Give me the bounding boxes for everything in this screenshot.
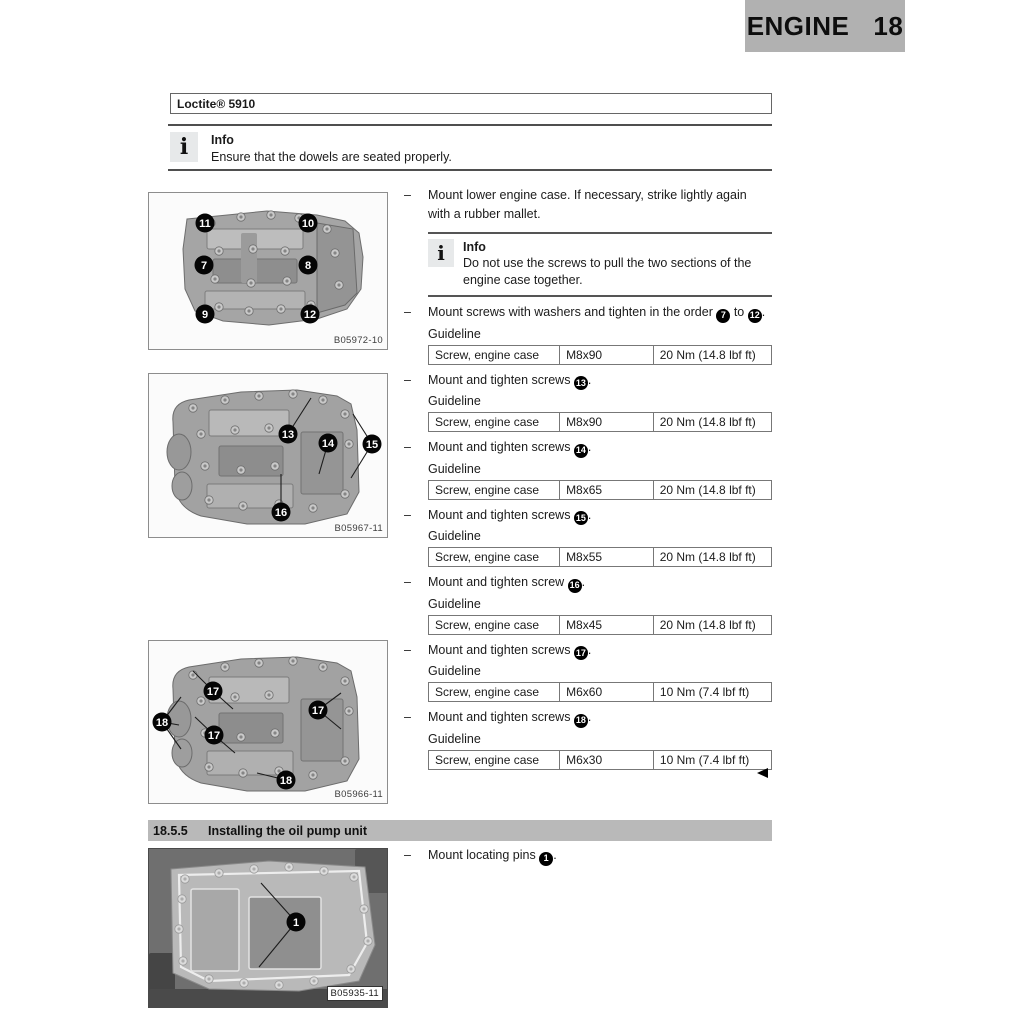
step-text: Mount and tighten screws 18 . bbox=[428, 708, 772, 728]
guideline-label: Guideline bbox=[428, 731, 481, 746]
guideline-table bbox=[428, 750, 772, 770]
svg-text:13: 13 bbox=[281, 428, 295, 441]
guideline-label: Guideline bbox=[428, 461, 481, 476]
step-body bbox=[428, 573, 772, 635]
step-dash-icon: – bbox=[404, 507, 411, 522]
svg-text:15: 15 bbox=[365, 438, 379, 451]
guideline-part-name: Screw, engine case bbox=[429, 750, 560, 769]
step-body bbox=[428, 506, 772, 568]
chapter-title: ENGINE bbox=[746, 10, 850, 41]
figure-reference-label: B05966-11 bbox=[334, 789, 383, 800]
table-row bbox=[429, 480, 772, 499]
screw-number-badge: 7 bbox=[716, 309, 730, 323]
figure-engine-case-4 bbox=[148, 848, 388, 1008]
table-row bbox=[429, 750, 772, 769]
table-row bbox=[429, 345, 772, 364]
svg-text:17: 17 bbox=[311, 704, 325, 717]
guideline-torque: 10 Nm (7.4 lbf ft) bbox=[653, 750, 771, 769]
step-dash-icon: – bbox=[404, 575, 411, 589]
callout-badge bbox=[299, 256, 318, 275]
table-row bbox=[429, 683, 772, 702]
step-item bbox=[404, 641, 772, 703]
svg-text:10: 10 bbox=[301, 217, 315, 230]
step-body bbox=[428, 641, 772, 703]
section-number: 18.5.5 bbox=[153, 823, 188, 838]
guideline-dimension: M8x90 bbox=[560, 413, 654, 432]
callout-badge bbox=[309, 701, 328, 720]
info-title: Info bbox=[211, 133, 234, 147]
step-body bbox=[428, 303, 772, 365]
section-title: Installing the oil pump unit bbox=[208, 823, 368, 838]
guideline-table bbox=[428, 412, 772, 432]
step-body bbox=[428, 186, 772, 224]
callout-badge bbox=[299, 214, 318, 233]
step-dash-icon: – bbox=[404, 642, 411, 657]
guideline-table bbox=[428, 480, 772, 500]
step-text: Mount and tighten screw 16 . bbox=[428, 573, 772, 593]
guideline-dimension: M8x65 bbox=[560, 480, 654, 499]
screw-number-badge: 15 bbox=[574, 511, 588, 525]
step-body bbox=[428, 438, 772, 500]
guideline-dimension: M6x30 bbox=[560, 750, 654, 769]
step-item bbox=[404, 438, 772, 500]
step-text: Mount locating pins 1 . bbox=[428, 846, 557, 866]
step-item bbox=[404, 506, 772, 568]
info-text: Do not use the screws to pull the two sections of the engine case together. bbox=[463, 256, 752, 287]
loctite-box bbox=[170, 93, 772, 114]
step-item bbox=[404, 708, 772, 770]
callout-badge bbox=[301, 305, 320, 324]
guideline-dimension: M8x45 bbox=[560, 615, 654, 634]
guideline-part-name: Screw, engine case bbox=[429, 413, 560, 432]
step-item bbox=[404, 573, 772, 635]
step-dash-icon: – bbox=[404, 188, 411, 202]
guideline-part-name: Screw, engine case bbox=[429, 683, 560, 702]
svg-text:11: 11 bbox=[199, 217, 211, 230]
figure-reference-label: B05972-10 bbox=[333, 335, 383, 346]
callout-badge bbox=[196, 214, 215, 233]
callout-badge bbox=[153, 713, 172, 732]
step-text: Mount and tighten screws 17 . bbox=[428, 641, 772, 661]
screw-number-badge: 13 bbox=[574, 376, 588, 390]
info-box-body bbox=[211, 132, 452, 166]
guideline-dimension: M8x55 bbox=[560, 548, 654, 567]
callout-badge bbox=[319, 434, 338, 453]
svg-text:1: 1 bbox=[292, 916, 300, 929]
step-item bbox=[404, 371, 772, 433]
callout-badge bbox=[363, 435, 382, 454]
guideline-torque: 20 Nm (14.8 lbf ft) bbox=[653, 413, 771, 432]
guideline-torque: 20 Nm (14.8 lbf ft) bbox=[653, 615, 771, 634]
guideline-torque: 10 Nm (7.4 lbf ft) bbox=[653, 683, 771, 702]
table-row bbox=[429, 548, 772, 567]
guideline-label: Guideline bbox=[428, 394, 481, 408]
page-header-bar bbox=[745, 0, 905, 52]
guideline-table bbox=[428, 615, 772, 635]
info-icon: i bbox=[428, 239, 454, 267]
svg-text:17: 17 bbox=[207, 729, 221, 742]
figure-engine-case-2 bbox=[148, 373, 388, 538]
step-text: Mount and tighten screws 15 . bbox=[428, 506, 772, 526]
svg-text:17: 17 bbox=[206, 685, 220, 698]
screw-number-badge: 17 bbox=[574, 646, 588, 660]
screw-number-badge: 16 bbox=[568, 579, 582, 593]
figure-reference-label: B05935-11 bbox=[327, 986, 383, 1001]
divider bbox=[168, 169, 772, 171]
svg-text:18: 18 bbox=[279, 774, 293, 787]
step-dash-icon: – bbox=[404, 848, 411, 862]
guideline-label: Guideline bbox=[428, 596, 481, 611]
chapter-number: 18 bbox=[873, 10, 904, 41]
info-box bbox=[428, 232, 772, 297]
callout-badge bbox=[287, 913, 306, 932]
step-item bbox=[404, 303, 772, 365]
table-row bbox=[429, 413, 772, 432]
info-text: Ensure that the dowels are seated properly. bbox=[211, 150, 452, 164]
info-title: Info bbox=[463, 240, 486, 254]
step-text: Mount lower engine case. If necessary, strike lightly again with a rubber mallet. bbox=[428, 188, 747, 221]
callout-badge bbox=[195, 256, 214, 275]
callout-badge bbox=[204, 682, 223, 701]
guideline-dimension: M6x60 bbox=[560, 683, 654, 702]
svg-text:7: 7 bbox=[200, 259, 208, 272]
figure-reference-label: B05967-11 bbox=[334, 523, 383, 534]
loctite-label: Loctite® 5910 bbox=[177, 96, 256, 111]
figure-engine-case-1 bbox=[148, 192, 388, 350]
screw-number-badge: 12 bbox=[748, 309, 762, 323]
info-icon: i bbox=[170, 132, 198, 162]
step-text: Mount screws with washers and tighten in the order 7 to 12 . bbox=[428, 303, 772, 323]
svg-text:8: 8 bbox=[304, 259, 312, 272]
guideline-part-name: Screw, engine case bbox=[429, 548, 560, 567]
screw-number-badge: 1 bbox=[539, 852, 553, 866]
step-dash-icon: – bbox=[404, 440, 411, 454]
oil-pump-step bbox=[404, 846, 772, 866]
continuation-marker-icon bbox=[757, 768, 768, 778]
info-box-top bbox=[170, 132, 452, 166]
callout-badge bbox=[196, 305, 215, 324]
callout-badge bbox=[272, 503, 291, 522]
step-dash-icon: – bbox=[404, 372, 411, 387]
step-dash-icon: – bbox=[404, 305, 411, 319]
guideline-dimension: M8x90 bbox=[560, 345, 654, 364]
figure-engine-case-3 bbox=[148, 640, 388, 804]
step-text: Mount and tighten screws 14 . bbox=[428, 438, 772, 458]
table-row bbox=[429, 615, 772, 634]
guideline-label: Guideline bbox=[428, 326, 481, 341]
guideline-table bbox=[428, 547, 772, 567]
guideline-torque: 20 Nm (14.8 lbf ft) bbox=[653, 548, 771, 567]
svg-text:16: 16 bbox=[274, 506, 288, 519]
section-header-bar bbox=[148, 820, 772, 841]
step-item bbox=[404, 186, 772, 224]
guideline-torque: 20 Nm (14.8 lbf ft) bbox=[653, 345, 771, 364]
callout-badge bbox=[277, 771, 296, 790]
steps-column bbox=[404, 186, 772, 770]
screw-number-badge: 18 bbox=[574, 714, 588, 728]
callout-badge bbox=[279, 425, 298, 444]
step-text: Mount and tighten screws 13 . bbox=[428, 371, 772, 391]
guideline-part-name: Screw, engine case bbox=[429, 480, 560, 499]
screw-number-badge: 14 bbox=[574, 444, 588, 458]
step-body bbox=[428, 708, 772, 770]
callout-badge bbox=[205, 726, 224, 745]
guideline-table bbox=[428, 345, 772, 365]
svg-text:14: 14 bbox=[321, 437, 335, 450]
step-dash-icon: – bbox=[404, 710, 411, 724]
guideline-table bbox=[428, 682, 772, 702]
info-box-body bbox=[463, 239, 772, 289]
guideline-label: Guideline bbox=[428, 664, 481, 678]
guideline-part-name: Screw, engine case bbox=[429, 345, 560, 364]
guideline-label: Guideline bbox=[428, 529, 481, 543]
divider bbox=[168, 124, 772, 126]
svg-text:18: 18 bbox=[155, 716, 169, 729]
guideline-torque: 20 Nm (14.8 lbf ft) bbox=[653, 480, 771, 499]
step-body bbox=[428, 371, 772, 433]
svg-text:12: 12 bbox=[303, 308, 317, 321]
svg-text:9: 9 bbox=[201, 308, 209, 321]
guideline-part-name: Screw, engine case bbox=[429, 615, 560, 634]
